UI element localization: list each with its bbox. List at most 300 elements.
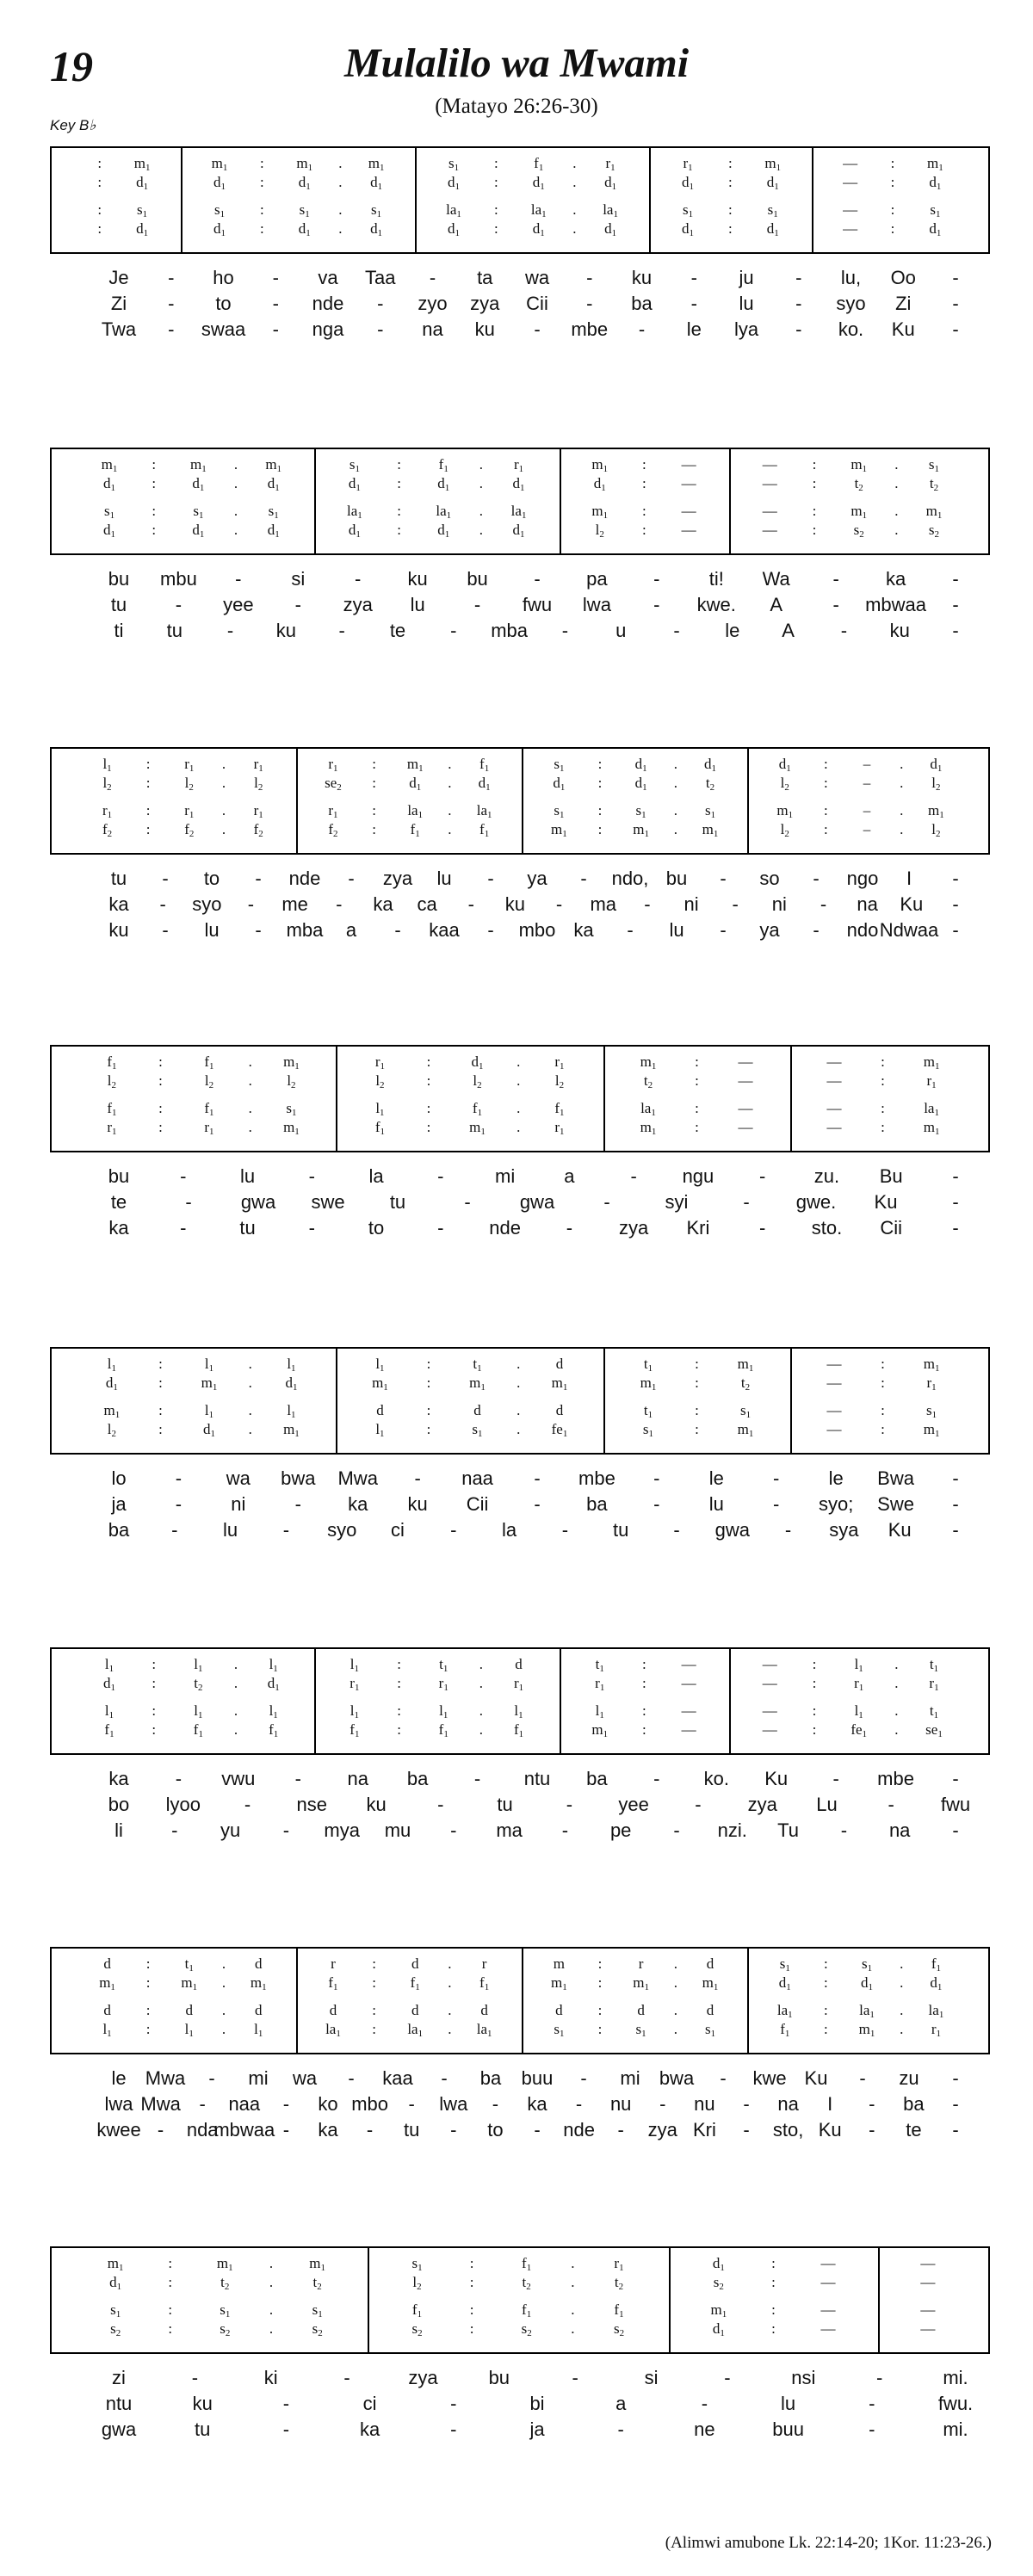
solfa-note: $d_1$ (512, 522, 525, 540)
solfa-note: $t_1$ (595, 1656, 604, 1674)
solfa-note: . (248, 1374, 252, 1391)
solfa-note: . (516, 1072, 521, 1089)
solfa-note: : (824, 756, 828, 772)
bar-line (522, 749, 523, 853)
solfa-note: $f_1$ (931, 1955, 942, 1974)
solfa-note: $m_1$ (469, 1119, 486, 1137)
lyric-syllable: - (701, 2393, 708, 2414)
bar-line (314, 449, 316, 553)
solfa-staff (50, 1947, 990, 2054)
solfa-note: : (597, 821, 603, 837)
lyric-syllable: le (111, 2067, 127, 2089)
solfa-note: $f_1$ (513, 1721, 524, 1739)
solfa-note: $l_1$ (104, 1656, 114, 1674)
solfa-note: : (97, 155, 102, 171)
solfa-note: $f_1$ (204, 1053, 214, 1072)
lyric-syllable: - (690, 293, 697, 314)
solfa-note: $d_1$ (704, 756, 717, 774)
solfa-note: $r_1$ (374, 1053, 386, 1072)
solfa-note: $s_1$ (411, 2255, 423, 2273)
lyric-syllable: - (952, 2093, 959, 2115)
lyrics-block (50, 866, 990, 943)
lyric-syllable: - (534, 318, 541, 340)
lyric-syllable: ku (407, 568, 428, 590)
solfa-note: . (516, 1356, 521, 1372)
lyric-syllable: pa (586, 568, 608, 590)
solfa-note: $l_1$ (854, 1702, 863, 1720)
solfa-note: $l_2$ (107, 1072, 117, 1090)
lyric-syllable: kaa (382, 2067, 413, 2089)
solfa-note: $s_1$ (682, 201, 694, 219)
lyric-syllable: - (282, 1519, 290, 1541)
solfa-note: $l_2$ (473, 1072, 482, 1090)
solfa-note: $t_1$ (929, 1702, 939, 1720)
solfa-note: — (738, 1053, 753, 1070)
solfa-note: $la_1$ (924, 1100, 939, 1118)
lyric-syllable: Ku (900, 893, 924, 915)
lyric-syllable: nu (694, 2093, 715, 2115)
bar-line (878, 2248, 880, 2352)
solfa-note: $d_1$ (766, 174, 779, 192)
solfa-note: — (826, 1100, 842, 1116)
lyric-syllable: - (575, 2093, 583, 2115)
lyric-syllable: Ku (804, 2067, 828, 2089)
solfa-note: : (597, 1955, 603, 1972)
solfa-note: . (900, 1955, 904, 1972)
lyric-syllable: - (473, 594, 481, 615)
lyric-syllable: A (770, 594, 783, 615)
solfa-note: : (771, 2274, 776, 2290)
lyric-syllable: na (888, 1819, 911, 1841)
solfa-note: : (152, 1721, 157, 1738)
solfa-note: — (826, 1421, 842, 1437)
lyric-syllable: nde (312, 293, 344, 314)
solfa-note: : (426, 1356, 431, 1372)
lyric-syllable: Zi (895, 293, 912, 314)
solfa-note: $m_1$ (923, 1356, 940, 1374)
solfa-note: $d_1$ (348, 475, 361, 493)
lyric-syllable: - (226, 620, 234, 641)
solfa-note: $f_1$ (472, 1100, 483, 1118)
solfa-note: $d_1$ (192, 522, 205, 540)
solfa-note: $m_1$ (591, 456, 609, 474)
solfa-note: . (233, 1702, 238, 1719)
lyric-syllable: Mwa (145, 2067, 186, 2089)
lyric-syllable: - (617, 2119, 624, 2140)
solfa-note: . (233, 456, 238, 473)
lyric-syllable: - (644, 893, 651, 915)
solfa-note: $m_1$ (640, 1053, 657, 1072)
solfa-note: $d_1$ (437, 522, 450, 540)
lyric-syllable: nda (186, 2119, 219, 2140)
solfa-note: : (824, 802, 828, 819)
solfa-note: : (158, 1356, 163, 1372)
lyric-syllable: - (795, 318, 802, 340)
lyric-syllable: Kri (686, 1217, 710, 1239)
solfa-note: : (890, 220, 895, 237)
solfa-note: $m_1$ (283, 1421, 300, 1439)
solfa-note: $r_1$ (605, 155, 615, 173)
solfa-note: – (863, 756, 871, 772)
solfa-note: — (681, 1675, 696, 1691)
solfa-note: : (642, 456, 646, 473)
solfa-note: . (479, 456, 484, 473)
solfa-note: : (372, 821, 376, 837)
lyric-syllable: to (368, 1217, 385, 1239)
solfa-note: : (881, 1119, 885, 1135)
lyric-syllable: syo (327, 1519, 357, 1541)
solfa-note: $fe_1$ (851, 1721, 868, 1739)
lyric-syllable: - (377, 293, 384, 314)
solfa-note: $s_1$ (635, 802, 646, 820)
solfa-note: : (771, 2320, 776, 2337)
lyric-syllable: fwu (522, 594, 553, 615)
solfa-note: . (248, 1053, 252, 1070)
solfa-note: $t_2$ (220, 2274, 230, 2292)
solfa-note: $r_1$ (929, 1675, 939, 1693)
solfa-note: — (738, 1119, 753, 1135)
solfa-note: : (145, 1974, 151, 1991)
lyric-syllable: - (180, 1165, 187, 1187)
lyric-syllable: Oo (890, 267, 916, 288)
lyric-syllable: vwu (221, 1768, 256, 1789)
lyric-syllable: - (720, 2067, 727, 2089)
lyric-syllable: mi. (943, 2418, 968, 2440)
solfa-note: : (642, 1675, 646, 1691)
solfa-note: $f_1$ (104, 1721, 114, 1739)
lyric-syllable: to (487, 2119, 504, 2140)
solfa-note: $m_1$ (591, 503, 609, 521)
solfa-note: $d_1$ (136, 174, 149, 192)
solfa-note: — (826, 1072, 842, 1089)
solfa-note: $d_1$ (512, 475, 525, 493)
solfa-note: $s_2$ (110, 2320, 121, 2338)
solfa-note: : (397, 503, 401, 519)
solfa-note: $d_1$ (929, 174, 942, 192)
solfa-note: $l_1$ (375, 1100, 385, 1118)
solfa-note: $m_1$ (211, 155, 228, 173)
lyric-syllable: nde (563, 2119, 595, 2140)
lyric-syllable: - (784, 1519, 792, 1541)
solfa-note: $s_2$ (853, 522, 864, 540)
lyric-syllable: lo (111, 1467, 127, 1489)
lyric-syllable: ho (213, 267, 234, 288)
lyric-syllable: - (690, 267, 697, 288)
solfa-note: — (820, 2255, 836, 2271)
solfa-note: $d_1$ (778, 756, 791, 774)
solfa-note: $d_1$ (409, 775, 422, 793)
solfa-note: $r_1$ (926, 1374, 937, 1393)
solfa-note: $m_1$ (925, 503, 943, 521)
lyric-syllable: Ku (874, 1191, 898, 1213)
lyric-syllable: ba (479, 2067, 502, 2089)
lyric-syllable: - (759, 1165, 766, 1187)
lyric-syllable: ma (590, 893, 617, 915)
lyric-syllable: ku (407, 1493, 428, 1515)
solfa-note: $s_1$ (371, 201, 382, 219)
lyric-syllable: so (759, 868, 780, 889)
solfa-note: $d_1$ (553, 775, 566, 793)
lyric-syllable: mbo (351, 2093, 388, 2115)
solfa-staff (50, 448, 990, 555)
lyric-syllable: syo (836, 293, 866, 314)
lyric-syllable: nde (288, 868, 321, 889)
lyric-syllable: - (840, 1819, 848, 1841)
lyric-syllable: ja (529, 2418, 545, 2440)
solfa-note: . (516, 1053, 521, 1070)
solfa-note: . (233, 475, 238, 491)
solfa-note: $m_1$ (372, 1374, 388, 1393)
solfa-note: . (233, 503, 238, 519)
solfa-note: : (145, 2021, 151, 2037)
solfa-note: $f_2$ (253, 821, 263, 839)
solfa-note: : (426, 1072, 431, 1089)
solfa-note: . (248, 1356, 252, 1372)
solfa-note: $r_1$ (513, 1675, 524, 1693)
solfa-note: : (597, 2021, 603, 2037)
lyric-syllable: tu (110, 868, 127, 889)
solfa-note: $s_1$ (554, 2021, 565, 2039)
lyric-syllable: mu (384, 1819, 411, 1841)
solfa-note: $r_1$ (854, 1675, 864, 1693)
solfa-note: d (103, 1955, 111, 1972)
lyric-syllable: fwu. (937, 2393, 974, 2414)
solfa-note: $s_1$ (299, 201, 310, 219)
solfa-note: d (185, 2002, 194, 2018)
lyric-syllable: kwe (752, 2067, 787, 2089)
lyric-syllable: ba (586, 1768, 608, 1789)
solfa-note: $m_1$ (928, 802, 944, 820)
solfa-note: . (479, 522, 484, 538)
solfa-note: : (260, 220, 264, 237)
solfa-note: $r_1$ (614, 2255, 624, 2273)
solfa-note: $m_1$ (851, 456, 868, 474)
lyric-syllable: tu (389, 1191, 406, 1213)
lyric-syllable: ku (504, 893, 526, 915)
solfa-note: : (695, 1072, 699, 1089)
lyric-syllable: mi (248, 2067, 269, 2089)
lyric-syllable: - (952, 620, 959, 641)
solfa-note: $f_2$ (184, 821, 195, 839)
solfa-note: : (168, 2255, 173, 2271)
lyric-syllable: - (157, 2119, 164, 2140)
solfa-note: $f_1$ (374, 1119, 386, 1137)
solfa-staff (50, 146, 990, 254)
solfa-note: $r_1$ (253, 802, 263, 820)
solfa-note: $m_1$ (923, 1421, 940, 1439)
lyric-syllable: lu (708, 1493, 724, 1515)
lyric-syllable: - (343, 2367, 350, 2388)
solfa-note: $la_1$ (776, 2002, 793, 2020)
lyric-syllable: zyo (418, 293, 448, 314)
lyric-syllable: gwa (519, 1191, 555, 1213)
solfa-note: $t_1$ (929, 1656, 939, 1674)
solfa-note: — (820, 2301, 836, 2318)
lyric-syllable: - (175, 594, 182, 615)
lyric-syllable: - (244, 1794, 251, 1815)
lyric-syllable: - (464, 1191, 471, 1213)
lyric-syllable: ku (889, 620, 910, 641)
lyric-syllable: zya (382, 868, 413, 889)
solfa-note: : (642, 522, 646, 538)
bar-line (560, 1649, 561, 1753)
lyric-syllable: - (408, 2093, 415, 2115)
solfa-note: . (900, 775, 904, 791)
solfa-note: — (681, 456, 696, 473)
solfa-note: : (152, 456, 157, 473)
solfa-note: : (597, 1974, 603, 1991)
lyric-syllable: ku (108, 919, 129, 941)
solfa-note: . (673, 2021, 677, 2037)
solfa-note: — (826, 1356, 842, 1372)
solfa-note: . (673, 756, 677, 772)
lyric-syllable: Wa (762, 568, 790, 590)
solfa-note: : (145, 775, 151, 791)
solfa-note: $l_2$ (107, 1421, 117, 1439)
solfa-note: $d_1$ (103, 475, 115, 493)
solfa-note: $m_1$ (737, 1356, 754, 1374)
bar-line (336, 1047, 337, 1151)
lyric-syllable: - (859, 2067, 866, 2089)
solfa-note: d (555, 1402, 564, 1418)
solfa-note: $l_1$ (287, 1356, 296, 1374)
solfa-note: $f_1$ (479, 1974, 490, 1992)
solfa-note: $t_1$ (439, 1656, 448, 1674)
lyric-syllable: mbu (160, 568, 197, 590)
lyric-syllable: si (291, 568, 306, 590)
lyric-syllable: to (215, 293, 232, 314)
solfa-note: . (900, 821, 904, 837)
lyric-syllable: buu (521, 2067, 554, 2089)
lyric-syllable: - (773, 1467, 780, 1489)
lyric-syllable: - (487, 919, 494, 941)
solfa-note: $r_1$ (107, 1119, 117, 1137)
lyric-syllable: sto, (772, 2119, 804, 2140)
solfa-note: $m_1$ (309, 2255, 326, 2273)
lyric-syllable: - (450, 1519, 457, 1541)
lyric-syllable: - (795, 293, 802, 314)
solfa-note: $f_2$ (328, 821, 338, 839)
solfa-note: : (397, 1656, 401, 1672)
solfa-note: — (920, 2255, 936, 2271)
solfa-note: : (812, 456, 817, 473)
solfa-note: $r_1$ (438, 1675, 448, 1693)
hymn-number: 19 (50, 42, 93, 90)
solfa-note: . (479, 1702, 484, 1719)
solfa-note: $s_1$ (554, 802, 565, 820)
solfa-note: $s_1$ (779, 1955, 790, 1974)
lyric-syllable: ba (108, 1519, 130, 1541)
lyric-syllable: - (355, 568, 362, 590)
solfa-note: $m_1$ (702, 1974, 719, 1992)
solfa-note: $se_1$ (925, 1721, 943, 1739)
solfa-staff (50, 2246, 990, 2354)
lyric-syllable: nde (489, 1217, 521, 1239)
solfa-note: : (426, 1100, 431, 1116)
solfa-note: $s_2$ (312, 2320, 323, 2338)
solfa-note: : (881, 1421, 885, 1437)
solfa-note: : (812, 1656, 817, 1672)
bar-line (729, 449, 731, 553)
lyric-syllable: ku (192, 2393, 213, 2414)
lyric-syllable: - (952, 2067, 959, 2089)
footer-reference: (Alimwi amubone Lk. 22:14-20; 1Kor. 11:23-26.) (665, 2534, 992, 2552)
bar-line (522, 1949, 523, 2053)
solfa-note: — (762, 1721, 777, 1738)
lyric-syllable: me (281, 893, 308, 915)
lyric-syllable: - (235, 568, 242, 590)
solfa-note: : (695, 1053, 699, 1070)
solfa-note: : (426, 1402, 431, 1418)
lyric-syllable: lyoo (165, 1794, 201, 1815)
lyric-syllable: ko (318, 2093, 338, 2115)
solfa-note: $l_2$ (554, 1072, 565, 1090)
solfa-note: $d_1$ (861, 1974, 874, 1992)
lyric-syllable: - (247, 893, 255, 915)
solfa-note: : (397, 1702, 401, 1719)
solfa-note: $s_1$ (448, 155, 460, 173)
solfa-note: . (248, 1119, 252, 1135)
lyric-syllable: nse (296, 1794, 328, 1815)
solfa-note: $s_1$ (861, 1955, 873, 1974)
bar-line (181, 148, 182, 252)
lyric-syllable: na (422, 318, 443, 340)
solfa-note: . (448, 802, 452, 819)
solfa-note: $d_1$ (712, 2320, 725, 2338)
solfa-note: . (673, 802, 677, 819)
lyric-syllable: - (180, 1217, 187, 1239)
lyric-syllable: - (695, 1794, 702, 1815)
solfa-note: : (494, 174, 498, 190)
solfa-note: $s_1$ (137, 201, 148, 219)
solfa-note: m (553, 1955, 565, 1972)
solfa-note: : (881, 1356, 885, 1372)
solfa-note: $l_2$ (204, 1072, 214, 1090)
solfa-note: : (728, 174, 733, 190)
lyric-syllable: ka (373, 893, 393, 915)
solfa-note: $t_2$ (614, 2274, 624, 2292)
solfa-note: d (555, 1356, 564, 1372)
solfa-note: $l_1$ (349, 1656, 359, 1674)
lyric-syllable: tu (239, 1217, 256, 1239)
solfa-note: : (158, 1421, 163, 1437)
lyric-syllable: - (952, 1819, 959, 1841)
lyric-syllable: - (366, 2119, 374, 2140)
solfa-note: $l_1$ (102, 756, 112, 774)
solfa-note: $l_1$ (204, 1402, 214, 1420)
solfa-note: $l_1$ (375, 1356, 385, 1374)
solfa-note: $m_1$ (923, 1053, 940, 1072)
lyric-syllable: bu (467, 568, 488, 590)
lyric-syllable: - (534, 1467, 541, 1489)
lyric-syllable: na (347, 1768, 368, 1789)
solfa-note: — (920, 2301, 936, 2318)
solfa-note: — (843, 174, 858, 190)
solfa-note: $r_1$ (102, 802, 113, 820)
lyric-syllable: - (534, 568, 541, 590)
solfa-note: $f_1$ (410, 821, 420, 839)
lyric-syllable: - (952, 318, 959, 340)
solfa-note: — (826, 1053, 842, 1070)
lyric-syllable: ba (631, 293, 653, 314)
solfa-note: $d_1$ (267, 1675, 280, 1693)
solfa-note: $r_1$ (328, 756, 338, 774)
solfa-note: d (480, 2002, 488, 2018)
solfa-note: . (248, 1402, 252, 1418)
lyric-syllable: kaa (429, 919, 460, 941)
solfa-note: $t_1$ (473, 1356, 482, 1374)
lyric-syllable: mbe (571, 318, 609, 340)
